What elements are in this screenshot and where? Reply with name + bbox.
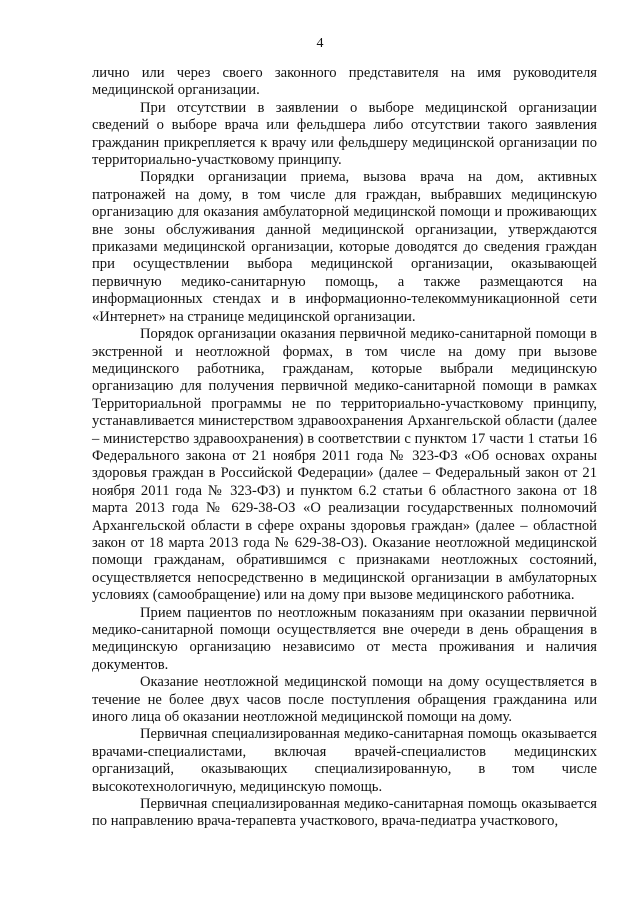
paragraph: Первичная специализированная медико-санитарная помощь оказывается врачами-специалистами, включая врачей-специалистов медицинских организаций, оказывающих специализированную, в том числе высокотехнологичную, медицинскую помощь. [92, 726, 597, 795]
paragraph: Порядок организации оказания первичной медико-санитарной помощи в экстренной и неотложной формах, в том числе на дому при вызове медицинского работника, гражданам, которые выбрали медицинскую организацию для получения первичной медико-санитарной помощи в рамках Территориальной программы не по территориально-участковому принципу, устанавливается министерством здравоохранения Архангельской области (далее – министерство здравоохранения) в соответствии с пунктом 17 части 1 статьи 16 Федерального закона от 21 ноября 2011 года № 323-ФЗ «Об основах охраны здоровья граждан в Российской Федерации» (далее – Федеральный закон от 21 ноября 2011 года № 323-ФЗ) и пунктом 6.2 статьи 6 областного закона от 18 марта 2013 года № 629-38-ОЗ «О реализации государственных полномочий Архангельской области в сфере охраны здоровья граждан» (далее – областной закон от 18 марта 2013 года № 629-38-ОЗ). Оказание неотложной медицинской помощи гражданам, обратившимся с признаками неотложных состояний, осуществляется непосредственно в медицинской организации в амбулаторных условиях (самообращение) или на дому при вызове медицинского работника. [92, 326, 597, 604]
paragraph: При отсутствии в заявлении о выборе медицинской организации сведений о выборе врача или фельдшера либо отсутствии такого заявления гражданин прикрепляется к врачу или фельдшеру медицинской организации по территориально-участковому принципу. [92, 99, 597, 169]
paragraph: Первичная специализированная медико-санитарная помощь оказывается по направлению врача-терапевта участкового, врача-педиатра участкового, [92, 796, 597, 830]
paragraph: лично или через своего законного представителя на имя руководителя медицинской организации. [92, 65, 597, 99]
paragraph: Прием пациентов по неотложным показаниям при оказании первичной медико-санитарной помощи осуществляется вне очереди в день обращения в медицинскую организацию независимо от места проживания и наличия документов. [92, 604, 597, 673]
paragraph: Оказание неотложной медицинской помощи на дому осуществляется в течение не более двух часов после поступления обращения гражданина или иного лица об оказании неотложной медицинской помощи на дому. [92, 674, 597, 726]
paragraph: Порядки организации приема, вызова врача на дом, активных патронажей на дому, в том числе для граждан, выбравших медицинскую организацию для оказания амбулаторной медицинской помощи и проживающих вне зоны обслуживания данной медицинской организации, утверждаются приказами медицинской организации, которые доводятся до сведения граждан при осуществлении выбора медицинской организации, оказывающей первичную медико-санитарную помощь, а также размещаются на информационных стендах и в информационно-телекоммуникационной сети «Интернет» на странице медицинской организации. [92, 169, 597, 325]
page-number: 4 [316, 36, 324, 51]
document-body [92, 65, 597, 831]
